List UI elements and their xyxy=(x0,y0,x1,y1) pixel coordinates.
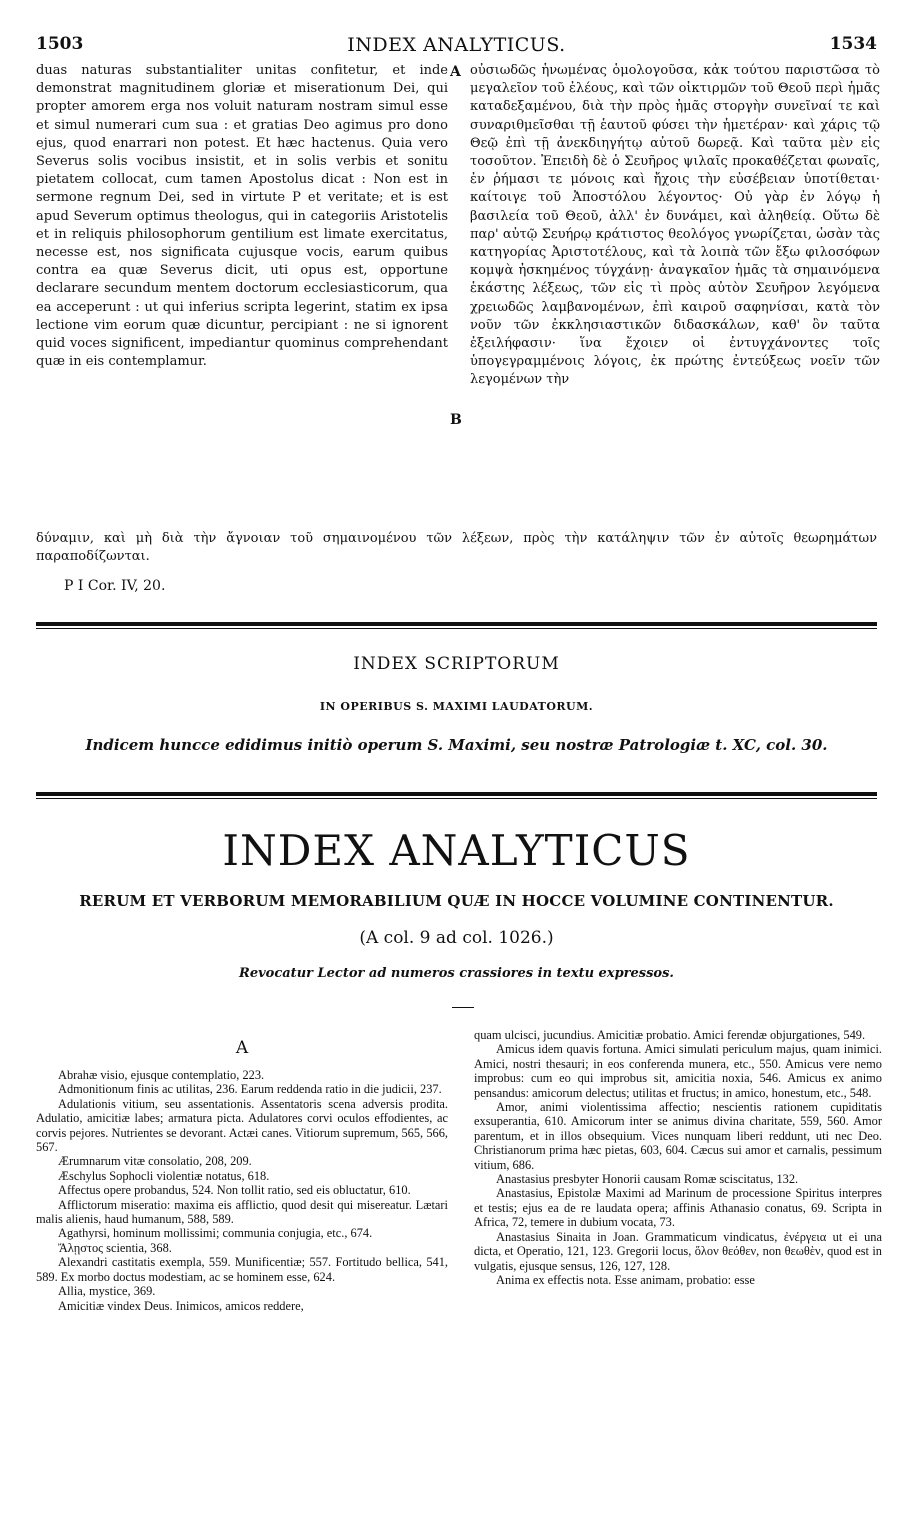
column-marker-b: B xyxy=(450,412,462,428)
index-entry: Allia, mystice, 369. xyxy=(58,1284,156,1299)
index-entry: Afflictorum miseratio: maxima eis afflictio, quod desit qui misereatur. Lætari malis alienis, haud humanum, 588, 589. xyxy=(36,1197,448,1227)
greek-span-line: δύναμιν, καὶ μὴ διὰ τὴν ἄγνοιαν τοῦ σημαινομένου τῶν λέξεων, πρὸς τὴν κατάληψιν τῶν ἐν αὐτοῖς θεωρημάτων παραποδίζωνται. xyxy=(36,531,877,565)
section-divider xyxy=(36,622,877,629)
column-range: (A col. 9 ad col. 1026.) xyxy=(359,928,554,948)
index-entry: Admonitionum finis ac utilitas, 236. Earum reddenda ratio in die judicii, 237. xyxy=(58,1082,442,1097)
index-entry: Anastasius, Epistolæ Maximi ad Marinum de processione Spiritus interpres et testis; ejus ea de re laudata opera; affinis Athanasio conatus, 69. Scripta in Africa, 72, temere in dubium vocata, 73. xyxy=(474,1186,882,1230)
reader-note: Revocatur Lector ad numeros crassiores in textu expressos. xyxy=(239,966,674,981)
index-entry: Anastasius presbyter Honorii causam Romæ sciscitatus, 132. xyxy=(496,1172,799,1187)
index-scriptorum-note: Indicem huncce edidimus initiò operum S. Maximi, seu nostræ Patrologiæ t. XC, col. 30. xyxy=(85,736,828,754)
running-title: INDEX ANALYTICUS. xyxy=(347,34,566,56)
latin-column xyxy=(36,62,448,371)
index-scriptorum-subtitle: IN OPERIBUS S. MAXIMI LAUDATORUM. xyxy=(319,700,594,713)
index-entry: Anima ex effectis nota. Esse animam, probatio: esse xyxy=(496,1272,755,1287)
section-divider xyxy=(36,792,877,799)
index-entry: Amor, animi violentissima affectio; nescientis rationem cupiditatis exsuperantia, 610. Amicorum inter se animus divina charitate, 559, 560. Amor parentum, et in illos obsequium. Vices nunquam liberi reddunt, uti nec Deo. Christianorum prima hæc pietas, 603, 604. Cæcus sui amor et carnalis, pessimum vitium, 686. xyxy=(474,1100,882,1172)
index-entry: Æschylus Sophocli violentiæ notatus, 618. xyxy=(58,1168,270,1183)
index-entry: quam ulcisci, jucundius. Amicitiæ probatio. Amici ferendæ objurgationes, 549. xyxy=(474,1028,866,1042)
index-right-column xyxy=(474,1028,882,1287)
index-analyticus-subtitle: RERUM ET VERBORUM MEMORABILIUM QUÆ IN HOCCE VOLUMINE CONTINENTUR. xyxy=(79,892,834,910)
index-entry: Amicitiæ vindex Deus. Inimicos, amicos reddere, xyxy=(58,1298,304,1313)
index-scriptorum-title: INDEX SCRIPTORUM xyxy=(353,654,560,674)
index-left-column xyxy=(36,1068,448,1313)
index-entry: Agathyrsi, hominum mollissimi; communia conjugia, etc., 674. xyxy=(58,1226,373,1241)
index-entry: Amicus idem quavis fortuna. Amici simulati periculum majus, quam inimici. Amici, nostri thesauri; in eos conferenda munera, etc., 550. Amicus vere nemo improbus: cum eo qui improbus sit, amicitia noxia, 546. Amicus ex animo pensandus: amicorum delectus; utilitas et fructus; in amico, honestum, etc., 548. xyxy=(474,1042,882,1100)
greek-column xyxy=(470,62,880,390)
running-header xyxy=(36,34,877,58)
index-entry: Anastasius Sinaita in Joan. Grammaticum vindicatus, ἐνέργεια ut ei una dicta, et Operatio, 121, 123. Gregorii locus, ὅλον θεόθεν, non θεωθὲν, quod est in vulgatis, ejusque sensus, 126, 127, 128. xyxy=(474,1229,882,1273)
index-analyticus-title: INDEX ANALYTICUS xyxy=(222,826,691,875)
index-entry: Ἄλῃστος scientia, 368. xyxy=(58,1240,172,1255)
letter-heading: A xyxy=(235,1038,249,1058)
index-entry: Abrahæ visio, ejusque contemplatio, 223. xyxy=(58,1068,265,1082)
page-number-right: 1534 xyxy=(829,34,877,54)
index-entry: Affectus opere probandus, 524. Non tollit ratio, sed eis obluctatur, 610. xyxy=(58,1183,411,1198)
index-entry: Alexandri castitatis exempla, 559. Munificentiæ; 557. Fortitudo bellica, 541, 589. Ex morbo doctus modestiam, ac se hominem esse, 624. xyxy=(36,1255,448,1284)
column-marker-a: A xyxy=(450,64,461,80)
short-divider xyxy=(452,1007,474,1008)
footnote: P I Cor. IV, 20. xyxy=(64,578,166,594)
page-number-left: 1503 xyxy=(36,34,84,54)
latin-paragraph: duas naturas substantialiter unitas confitetur, et inde demonstrat magnitudinem gloriæ et miserationum Dei, qui propter amorem erga nos voluit naturam nostram simul esse et simul numerari cum sua : et gratias Deo agimus pro dono ejus, quod enarrari non potest. Et hæc hactenus. Quia vero Severus solis vocibus insistit, et in solis verbis et sonitu pietatem collocat, cum tamen Apostolus dicat : Non est in sermone regnum Dei, sed in virtute P et veritate; et is est apud Severum optimus theologus, qui in categoriis Aristotelis et in reliquis philosophorum gentilium est limate exercitatus, necesse est, nos significata cujusque vocis, earum quibus contra ea quæ Severus dicit, uti opus est, opportune declarare secundum mentem doctorum ecclesiasticorum, qua ea acceperunt : ut qui inferius scripta legerint, statim ex ipsa lectione vim eorum quæ dicuntur, percipiant : ne si ignorent quid voces significent, impediantur quominus comprehendant quæ in eis contemplamur. xyxy=(36,63,448,370)
index-entry: Adulationis vitium, seu assentationis. Assentatoris scena adversis prodita. Adulatio, amicitiæ labes; armatura picta. Adulatores corvi oculos effodientes, ac corvis pejores. Nutrientes se devorant. Actæi canes. Vitiorum supremum, 565, 566, 567. xyxy=(36,1096,448,1155)
index-entry: Ærumnarum vitæ consolatio, 208, 209. xyxy=(58,1154,252,1169)
greek-paragraph: οὐσιωδῶς ἡνωμένας ὁμολογοῦσα, κἀκ τούτου παριστῶσα τὸ μεγαλεῖον τοῦ ἐλέους, καὶ τῶν οἰκτιρμῶν τοῦ Θεοῦ περὶ ἡμᾶς καταδεξαμένου, διὰ τὴν πρὸς ἡμᾶς στοργὴν συνεῖναί τε καὶ συναριθμεῖσθαι τῇ ἑαυτοῦ φύσει τὴν ἡμετέραν· καὶ χάρις τῷ Θεῷ ἐπὶ τῇ ἀνεκδιηγήτῳ αὐτοῦ δωρεᾷ. Καὶ ταῦτα μὲν εἰς τοσοῦτον. Ἐπειδὴ δὲ ὁ Σευῆρος ψιλαῖς προκαθέζεται φωναῖς, ἐν ῥήμασι τε μόνοις καὶ ἤχοις τὴν εὐσέβειαν ὑποτίθεται· καίτοιγε τοῦ Ἀποστόλου λέγοντος· Οὐ γὰρ ἐν λόγῳ ἡ βασιλεία τοῦ Θεοῦ, ἀλλ' ἐν δυνάμει, καὶ ἀληθείᾳ. Οὕτω δὲ παρ' αὐτῷ Σευήρῳ κράτιστος θεολόγος γνωρίζεται, ὡσὰν τὰς κατηγορίας Ἀριστοτέλους, καὶ τὰ λοιπὰ τῶν ἔξω φιλοσόφων κομψὰ ἠσκημένος τύγχάνῃ· ἀναγκαῖον ἡμᾶς τὰ σημαινόμενα ἑκάστης λέξεως, τῶν εἰς τὶ πρὸς αὐτὸν Σευῆρον λεγόμενα χρειωδῶς λαμβανομένων, ἐπὶ καιροῦ σαφηνίσαι, κατὰ τὸν νοῦν τῶν ἐκκλησιαστικῶν διδασκάλων, καθ' ὃν ταῦτα ἐξειλήφασιν· ἵνα ἔχοιεν οἱ ἐντυγχάνοντες τοῖς ὑπογεγραμμένοις λόγοις, ἐκ πρώτης ἐντεύξεως νοεῖν τῶν λεγομένων τὴν xyxy=(470,63,880,388)
